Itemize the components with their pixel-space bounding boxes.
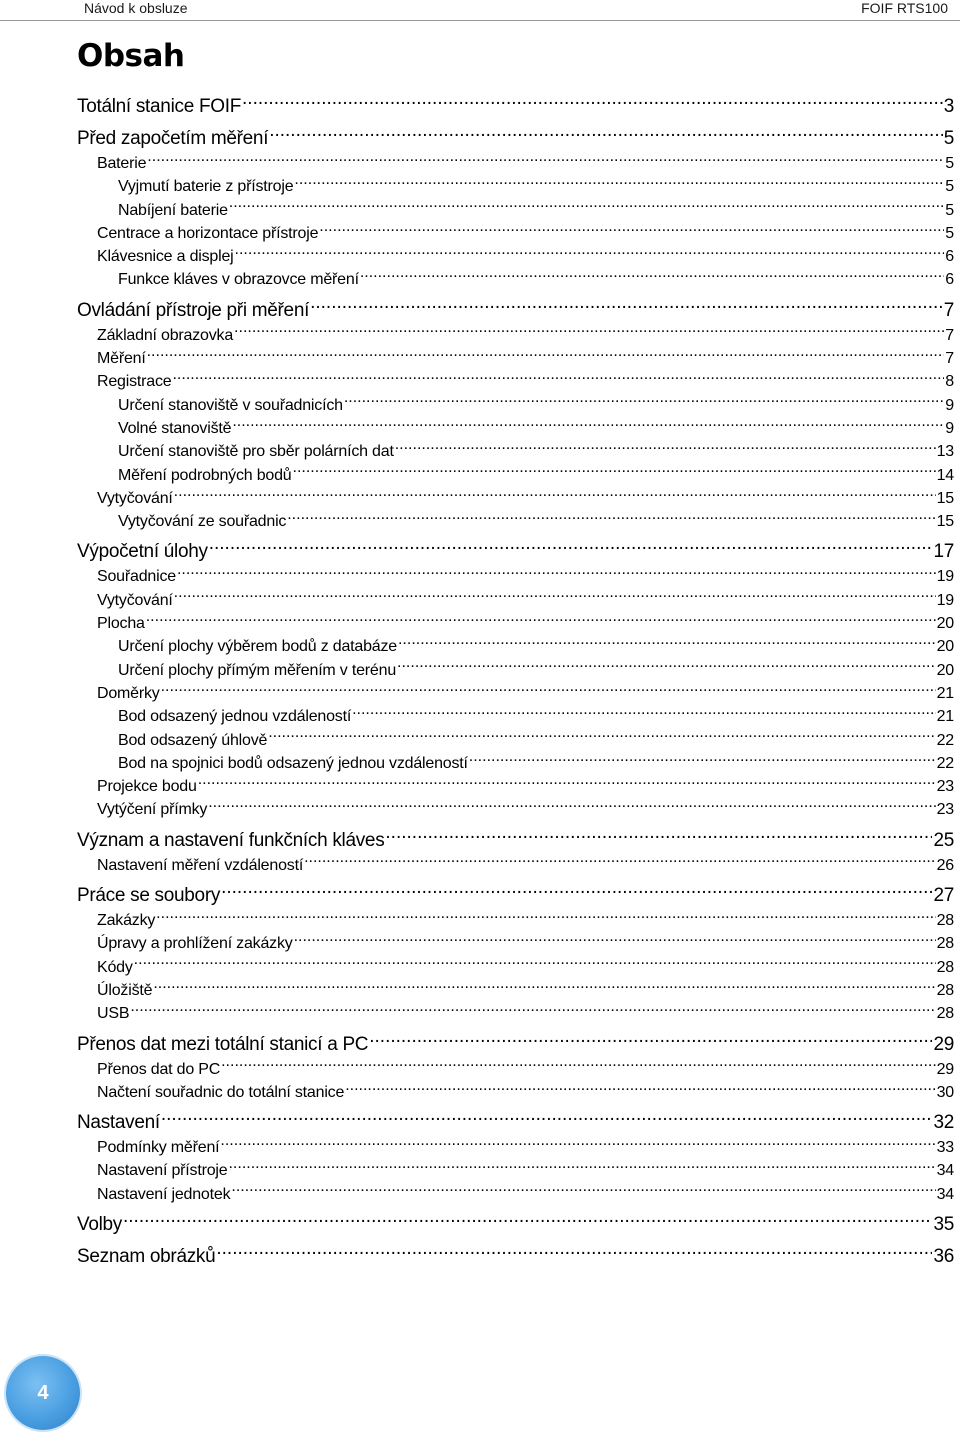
- toc-entry[interactable]: [77, 266, 954, 289]
- toc-entry-page: 9: [945, 419, 954, 437]
- toc-entry[interactable]: [77, 322, 954, 345]
- toc-entry-page: 19: [936, 568, 954, 586]
- toc-entry-title: Určení stanoviště v souřadnicích: [118, 396, 343, 414]
- toc-entry-title: Nastavení měření vzdáleností: [97, 856, 304, 874]
- toc-entry-page: 14: [936, 466, 954, 484]
- toc-entry[interactable]: [77, 587, 954, 610]
- toc-entry-page: 15: [936, 489, 954, 507]
- toc-entry[interactable]: [77, 954, 954, 977]
- dot-leader: [235, 243, 945, 261]
- toc-entry[interactable]: [77, 563, 954, 586]
- toc-entry-page: 25: [933, 829, 954, 851]
- toc-entry-page: 5: [943, 128, 954, 149]
- toc-entry-title: Nastavení jednotek: [97, 1185, 231, 1203]
- toc-entry-title: Vytyčování ze souřadnic: [118, 513, 287, 531]
- dot-leader: [469, 750, 936, 768]
- toc-entry-title: Centrace a horizontace přístroje: [97, 224, 319, 242]
- toc-entry[interactable]: [77, 485, 954, 508]
- dot-leader: [221, 881, 932, 901]
- toc-entry-page: 5: [945, 155, 954, 172]
- toc-entry-title: Doměrky: [97, 684, 160, 702]
- toc-entry-page: 19: [936, 591, 954, 609]
- toc-entry-page: 13: [936, 443, 954, 461]
- dot-leader: [209, 537, 933, 557]
- toc-entry-title: Bod odsazený úhlově: [118, 731, 268, 749]
- dot-leader: [161, 680, 936, 698]
- dot-leader: [177, 563, 936, 581]
- toc-entry[interactable]: [77, 296, 954, 322]
- toc-entry-title: Souřadnice: [97, 568, 176, 586]
- toc-entry-page: 20: [936, 638, 954, 656]
- toc-entry[interactable]: [77, 773, 954, 796]
- toc-entry-page: 6: [945, 271, 954, 289]
- toc-entry-title: Před započetím měření: [77, 128, 269, 149]
- header-right-title: FOIF RTS100: [861, 0, 948, 16]
- toc-entry-page: 34: [936, 1162, 954, 1180]
- toc-entry-page: 5: [945, 201, 954, 219]
- toc-entry-title: Význam a nastavení funkčních kláves: [77, 829, 385, 851]
- toc-entry-title: Výpočetní úlohy: [77, 541, 208, 563]
- table-of-contents: [77, 92, 954, 1268]
- dot-leader: [130, 1000, 935, 1018]
- toc-entry-page: 36: [933, 1245, 954, 1267]
- toc-entry-title: Totální stanice FOIF: [77, 96, 242, 117]
- toc-entry-title: Nabíjení baterie: [118, 201, 228, 219]
- dot-leader: [293, 462, 936, 480]
- toc-entry[interactable]: [77, 1108, 954, 1134]
- toc-entry-page: 20: [936, 615, 954, 633]
- dot-leader: [268, 727, 935, 745]
- toc-entry[interactable]: [77, 508, 954, 531]
- toc-entry-page: 15: [936, 513, 954, 531]
- toc-entry[interactable]: [77, 1181, 954, 1204]
- toc-entry[interactable]: [77, 796, 954, 819]
- dot-leader: [228, 1157, 935, 1175]
- toc-entry[interactable]: [77, 124, 954, 150]
- header-left-title: Návod k obsluze: [84, 0, 188, 16]
- toc-entry[interactable]: [77, 243, 954, 266]
- toc-entry-title: Určení stanoviště pro sběr polárních dat: [118, 443, 394, 461]
- toc-entry-title: Funkce kláves v obrazovce měření: [118, 271, 359, 289]
- dot-leader: [269, 124, 943, 144]
- toc-entry-page: 23: [936, 801, 954, 819]
- toc-entry-page: 28: [936, 1005, 954, 1023]
- page-title: Obsah: [77, 38, 185, 74]
- dot-leader: [161, 1108, 933, 1128]
- toc-entry[interactable]: [77, 1242, 954, 1268]
- toc-entry-page: 28: [936, 912, 954, 930]
- toc-entry-title: Práce se soubory: [77, 885, 221, 907]
- toc-entry-title: Volné stanoviště: [118, 419, 232, 437]
- toc-entry-page: 5: [945, 178, 954, 196]
- dot-leader: [198, 773, 936, 791]
- toc-entry-page: 29: [936, 1060, 954, 1078]
- toc-entry-page: 29: [933, 1033, 954, 1055]
- toc-entry-title: Základní obrazovka: [97, 326, 234, 344]
- dot-leader: [319, 220, 944, 238]
- toc-entry[interactable]: [77, 173, 954, 196]
- toc-entry-title: Určení plochy výběrem bodů z databáze: [118, 638, 397, 656]
- dot-leader: [174, 587, 936, 605]
- dot-leader: [232, 415, 944, 433]
- toc-entry-page: 26: [936, 856, 954, 874]
- toc-entry-title: Bod odsazený jednou vzdáleností: [118, 708, 352, 726]
- dot-leader: [147, 150, 944, 168]
- toc-entry[interactable]: [77, 415, 954, 438]
- dot-leader: [310, 296, 943, 316]
- running-header: [0, 0, 960, 21]
- dot-leader: [369, 1030, 932, 1050]
- toc-entry[interactable]: [77, 680, 954, 703]
- toc-entry-page: 22: [936, 754, 954, 772]
- toc-entry-title: Měření podrobných bodů: [118, 466, 292, 484]
- dot-leader: [229, 197, 945, 215]
- toc-entry[interactable]: [77, 657, 954, 680]
- toc-entry[interactable]: [77, 826, 954, 852]
- toc-entry-page: 7: [945, 350, 954, 368]
- toc-entry[interactable]: [77, 1134, 954, 1157]
- toc-entry-title: Načtení souřadnic do totální stanice: [97, 1083, 345, 1101]
- dot-leader: [345, 1079, 935, 1097]
- toc-entry[interactable]: [77, 537, 954, 563]
- toc-entry[interactable]: [77, 750, 954, 773]
- toc-entry-page: 5: [945, 224, 954, 242]
- dot-leader: [134, 954, 936, 972]
- dot-leader: [385, 826, 932, 846]
- toc-entry[interactable]: [77, 930, 954, 953]
- toc-entry[interactable]: [77, 1079, 954, 1102]
- toc-entry-page: 21: [936, 708, 954, 726]
- toc-entry-title: Kódy: [97, 958, 133, 976]
- toc-entry[interactable]: [77, 197, 954, 220]
- toc-entry-page: 27: [933, 885, 954, 907]
- toc-entry-page: 28: [936, 981, 954, 999]
- toc-entry-title: Vytýčení přímky: [97, 801, 208, 819]
- toc-entry-title: Vytyčování: [97, 489, 173, 507]
- toc-entry-title: Nastavení přístroje: [97, 1162, 228, 1180]
- page-number-badge: [6, 1356, 80, 1430]
- dot-leader: [294, 173, 944, 191]
- toc-entry-page: 30: [936, 1083, 954, 1101]
- dot-leader: [234, 322, 944, 340]
- dot-leader: [395, 438, 936, 456]
- toc-entry-page: 17: [933, 541, 954, 563]
- toc-entry[interactable]: [77, 345, 954, 368]
- toc-entry-title: Přenos dat mezi totální stanicí a PC: [77, 1033, 369, 1055]
- dot-leader: [208, 796, 935, 814]
- dot-leader: [398, 633, 936, 651]
- toc-entry-title: Měření: [97, 350, 146, 368]
- toc-entry-title: Zakázky: [97, 912, 156, 930]
- toc-entry-title: Nastavení: [77, 1112, 160, 1134]
- toc-entry[interactable]: [77, 92, 954, 118]
- toc-entry-title: Určení plochy přímým měřením v terénu: [118, 661, 397, 679]
- toc-entry[interactable]: [77, 633, 954, 656]
- dot-leader: [156, 907, 935, 925]
- toc-entry[interactable]: [77, 1210, 954, 1236]
- toc-entry-page: 20: [936, 661, 954, 679]
- dot-leader: [147, 345, 945, 363]
- toc-entry[interactable]: [77, 150, 954, 173]
- toc-entry-page: 34: [936, 1185, 954, 1203]
- toc-entry-title: Přenos dat do PC: [97, 1060, 221, 1078]
- toc-entry[interactable]: [77, 907, 954, 930]
- dot-leader: [304, 852, 936, 870]
- dot-leader: [174, 485, 936, 503]
- toc-entry-page: 6: [945, 248, 954, 266]
- toc-entry-page: 23: [936, 778, 954, 796]
- toc-entry-page: 35: [933, 1213, 954, 1235]
- toc-entry[interactable]: [77, 703, 954, 726]
- toc-entry-title: Klávesnice a displej: [97, 248, 234, 266]
- toc-entry[interactable]: [77, 438, 954, 461]
- toc-entry-title: USB: [97, 1005, 130, 1023]
- dot-leader: [123, 1210, 932, 1230]
- toc-entry-title: Seznam obrázků: [77, 1245, 216, 1267]
- toc-entry-page: 7: [945, 326, 954, 344]
- toc-entry[interactable]: [77, 610, 954, 633]
- dot-leader: [294, 930, 936, 948]
- toc-entry-title: Úpravy a prohlížení zakázky: [97, 935, 293, 953]
- toc-entry-title: Bod na spojnici bodů odsazený jednou vzdáleností: [118, 754, 468, 772]
- dot-leader: [352, 703, 936, 721]
- toc-entry-page: 3: [943, 96, 954, 117]
- dot-leader: [172, 368, 944, 386]
- dot-leader: [220, 1134, 935, 1152]
- dot-leader: [360, 266, 944, 284]
- toc-entry-title: Úložiště: [97, 981, 153, 999]
- toc-entry[interactable]: [77, 368, 954, 391]
- dot-leader: [242, 92, 943, 112]
- toc-entry[interactable]: [77, 1056, 954, 1079]
- toc-entry[interactable]: [77, 977, 954, 1000]
- page-number: 4: [37, 1382, 49, 1404]
- dot-leader: [287, 508, 935, 526]
- toc-entry-page: 22: [936, 731, 954, 749]
- dot-leader: [231, 1181, 935, 1199]
- toc-entry-title: Plocha: [97, 615, 145, 633]
- toc-entry-page: 9: [945, 396, 954, 414]
- toc-entry-title: Baterie: [97, 155, 147, 172]
- dot-leader: [216, 1242, 932, 1262]
- toc-entry[interactable]: [77, 1000, 954, 1023]
- dot-leader: [146, 610, 936, 628]
- dot-leader: [344, 392, 944, 410]
- toc-entry-title: Vytyčování: [97, 591, 173, 609]
- toc-entry-page: 28: [936, 958, 954, 976]
- toc-entry[interactable]: [77, 1030, 954, 1056]
- toc-entry-title: Volby: [77, 1213, 122, 1235]
- dot-leader: [397, 657, 936, 675]
- toc-entry-title: Projekce bodu: [97, 778, 197, 796]
- toc-entry-title: Ovládání přístroje při měření: [77, 299, 310, 321]
- toc-entry-page: 8: [945, 373, 954, 391]
- dot-leader: [221, 1056, 935, 1074]
- toc-entry-title: Vyjmutí baterie z přístroje: [118, 178, 294, 196]
- toc-entry[interactable]: [77, 852, 954, 875]
- toc-entry[interactable]: [77, 1157, 954, 1180]
- toc-entry-page: 33: [936, 1139, 954, 1157]
- toc-entry-title: Registrace: [97, 373, 172, 391]
- toc-entry[interactable]: [77, 392, 954, 415]
- toc-entry[interactable]: [77, 881, 954, 907]
- toc-entry[interactable]: [77, 462, 954, 485]
- toc-entry-page: 32: [933, 1112, 954, 1134]
- toc-entry-page: 21: [936, 684, 954, 702]
- toc-entry[interactable]: [77, 727, 954, 750]
- toc-entry-title: Podmínky měření: [97, 1139, 220, 1157]
- toc-entry-page: 28: [936, 935, 954, 953]
- toc-entry-page: 7: [943, 299, 954, 321]
- dot-leader: [153, 977, 935, 995]
- toc-entry[interactable]: [77, 220, 954, 243]
